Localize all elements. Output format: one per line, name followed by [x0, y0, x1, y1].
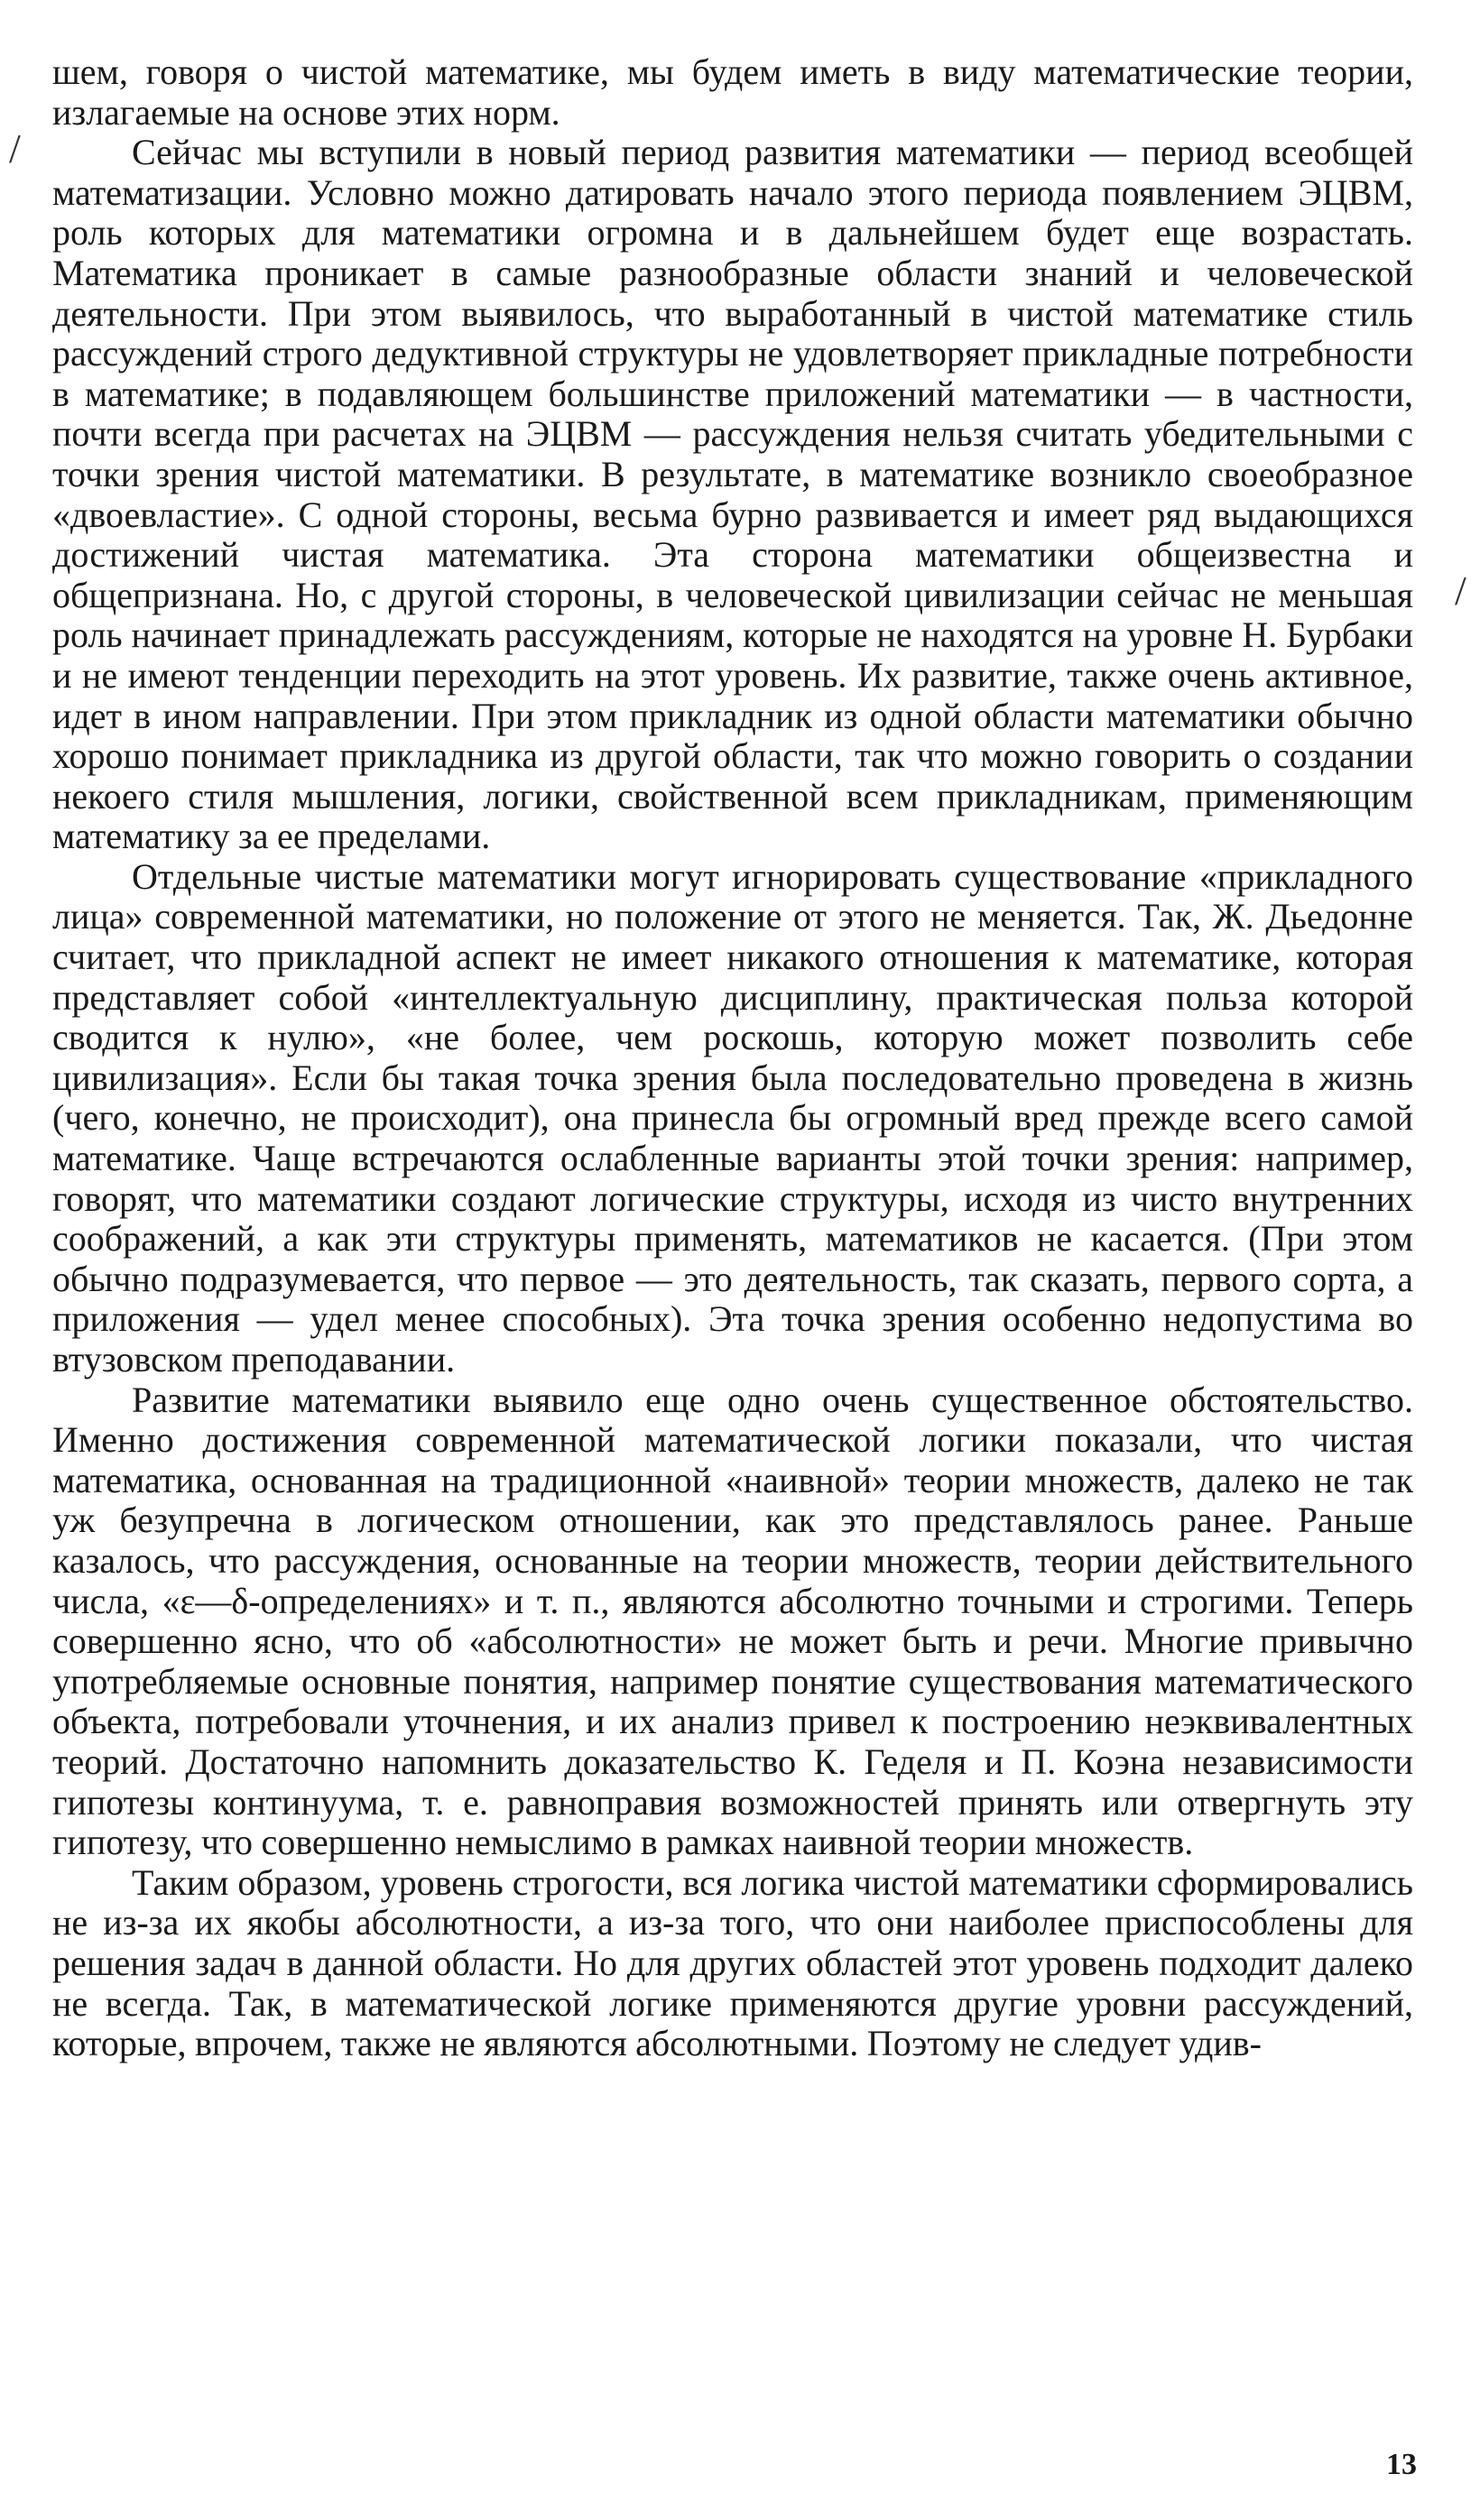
paragraph-continuation: шем, говоря о чистой математике, мы будем иметь в виду математические теории, излагаемые на основе этих норм. — [52, 51, 1413, 133]
page-number: 13 — [1386, 2448, 1417, 2481]
margin-mark-right: / — [1455, 568, 1466, 614]
paragraph-rigor-level: Таким образом, уровень строгости, вся логика чистой математики сформировались не из-за их якобы абсолютности, а из-за того, что они наиболее приспособлены для решения задач в данной области. Но для других областей этот уровень подходит далеко не всегда. Так, в математической логике применяются другие уровни рассуждений, которые, впрочем, также не являются абсолютными. Поэтому не следует удив- — [52, 1861, 1413, 2064]
page-text-block — [52, 52, 1413, 2064]
paragraph-set-theory: Развитие математики выявило еще одно очень существенное обстоятельство. Именно достижения современной математической логики показали, что чистая математика, основанная на традиционной «наивной» теории множеств, далеко не так уж безупречна в логическом отношении, как это представлялось ранее. Раньше казалось, что рассуждения, основанные на теории множеств, теории действительного числа, «ε—δ-определениях» и т. п., являются абсолютно точными и строгими. Теперь совершенно ясно, что об «абсолютности» не может быть и речи. Многие привычно употребляемые основные понятия, например понятие существования математического объекта, потребовали уточнения, и их анализ привел к построению неэквивалентных теорий. Достаточно напомнить доказательство К. Геделя и П. Коэна независимости гипотезы континуума, т. е. равноправия возможностей принять или отвергнуть эту гипотезу, что совершенно немыслимо в рамках наивной теории множеств. — [52, 1379, 1413, 1863]
paragraph-mathematization: Сейчас мы вступили в новый период развития математики — период всеобщей математизации. Условно можно датировать начало этого периода появлением ЭЦВМ, роль которых для математики огромна и в дальнейшем будет еще возрастать. Математика проникает в самые разнообразные области знаний и человеческой деятельности. При этом выявилось, что выработанный в чистой математике стиль рассуждений строго дедуктивной структуры не удовлетворяет прикладные потребности в математике; в подавляющем большинстве приложений математики — в частности, почти всегда при расчетах на ЭЦВМ — рассуждения нельзя считать убедительными с точки зрения чистой математики. В результате, в математике возникло своеобразное «двоевластие». С одной стороны, весьма бурно развивается и имеет ряд выдающихся достижений чистая математика. Эта сторона математики общеизвестна и общепризнана. Но, с другой стороны, в человеческой цивилизации сейчас не меньшая роль начинает принадлежать рассуждениям, которые не находятся на уровне Н. Бурбаки и не имеют тенденции переходить на этот уровень. Их развитие, также очень активное, идет в ином направлении. При этом прикладник из одной области математики обычно хорошо понимает прикладника из другой области, так что можно говорить о создании некоего стиля мышления, логики, свойственной всем прикладникам, применяющим математику за ее пределами. — [52, 132, 1413, 857]
margin-mark-left: / — [9, 125, 21, 171]
paragraph-applied-face: Отдельные чистые математики могут игнорировать существование «прикладного лица» современной математики, но положение от этого не меняется. Так, Ж. Дьедонне считает, что прикладной аспект не имеет никакого отношения к математике, которая представляет собой «интеллектуальную дисциплину, практическая польза которой сводится к нулю», «не более, чем роскошь, которую может позволить себе цивилизация». Если бы такая точка зрения была последовательно проведена в жизнь (чего, конечно, не происходит), она принесла бы огромный вред прежде всего самой математике. Чаще встречаются ослабленные варианты этой точки зрения: например, говорят, что математики создают логические структуры, исходя из чисто внутренних соображений, а как эти структуры применять, математиков не касается. (При этом обычно подразумевается, что первое — это деятельность, так сказать, первого сорта, а приложения — удел менее способных). Эта точка зрения особенно недопустима во втузовском преподавании. — [52, 855, 1413, 1380]
